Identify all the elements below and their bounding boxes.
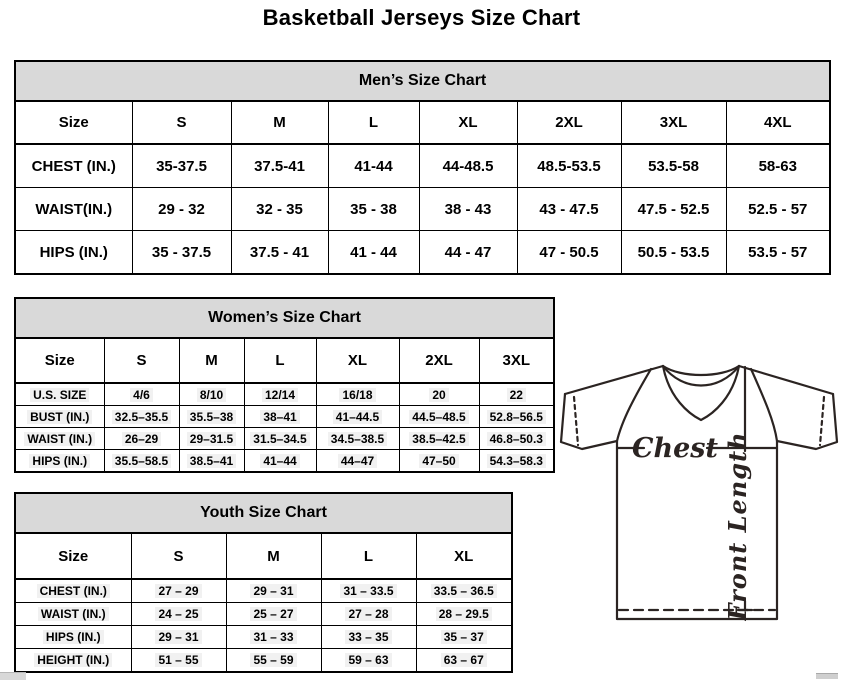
cell: 22 xyxy=(479,383,554,406)
cell: 41–44 xyxy=(244,450,316,473)
cell: 29 - 32 xyxy=(132,188,231,231)
cell: 47 - 50.5 xyxy=(517,231,621,275)
cell: 43 - 47.5 xyxy=(517,188,621,231)
cell: 38.5–41 xyxy=(179,450,244,473)
right-sleeve-seam xyxy=(751,369,777,441)
youth-size-table xyxy=(14,492,513,673)
column-header: XL xyxy=(316,338,399,383)
cell: 27 – 28 xyxy=(321,603,416,626)
cell: 26–29 xyxy=(104,428,179,450)
cell: 35-37.5 xyxy=(132,144,231,188)
column-header: M xyxy=(231,101,328,144)
cell: 35.5–38 xyxy=(179,406,244,428)
front-length-label: Front Length xyxy=(723,431,752,621)
cell: 24 – 25 xyxy=(131,603,226,626)
jersey-diagram xyxy=(555,356,843,668)
table-row xyxy=(15,406,554,428)
cell: 53.5-58 xyxy=(621,144,726,188)
column-header: M xyxy=(226,533,321,579)
table-row xyxy=(15,603,512,626)
row-label: WAIST (IN.) xyxy=(15,428,104,450)
cell: 52.5 - 57 xyxy=(726,188,830,231)
cell: 31.5–34.5 xyxy=(244,428,316,450)
page-title: Basketball Jerseys Size Chart xyxy=(262,5,581,30)
column-header: XL xyxy=(416,533,512,579)
row-label: WAIST (IN.) xyxy=(15,603,131,626)
cell: 8/10 xyxy=(179,383,244,406)
column-header: S xyxy=(104,338,179,383)
cell: 34.5–38.5 xyxy=(316,428,399,450)
row-label: CHEST (IN.) xyxy=(15,579,131,603)
right-cuff-dashed-line xyxy=(820,397,824,445)
cell: 38–41 xyxy=(244,406,316,428)
womens-size-table xyxy=(14,297,555,473)
column-header: S xyxy=(131,533,226,579)
cell: 32.5–35.5 xyxy=(104,406,179,428)
cell: 63 – 67 xyxy=(416,649,512,673)
cell: 38.5–42.5 xyxy=(399,428,479,450)
cell: 46.8–50.3 xyxy=(479,428,554,450)
row-label: WAIST(IN.) xyxy=(15,188,132,231)
cell: 44 - 47 xyxy=(419,231,517,275)
cell: 38 - 43 xyxy=(419,188,517,231)
body-outline xyxy=(617,441,777,619)
column-header: L xyxy=(328,101,419,144)
cell: 12/14 xyxy=(244,383,316,406)
right-sleeve-outline xyxy=(777,394,837,449)
cell: 35 – 37 xyxy=(416,626,512,649)
cell: 44.5–48.5 xyxy=(399,406,479,428)
table-row xyxy=(15,188,830,231)
cell: 59 – 63 xyxy=(321,649,416,673)
column-header: XL xyxy=(419,101,517,144)
mens-size-table xyxy=(14,60,831,275)
table-row xyxy=(15,649,512,673)
column-header: 3XL xyxy=(479,338,554,383)
cell: 25 – 27 xyxy=(226,603,321,626)
row-label: HIPS (IN.) xyxy=(15,231,132,275)
column-header: 4XL xyxy=(726,101,830,144)
left-sleeve-seam xyxy=(617,369,651,441)
cell: 47.5 - 52.5 xyxy=(621,188,726,231)
table-row xyxy=(15,231,830,275)
column-header: M xyxy=(179,338,244,383)
cell: 35 - 38 xyxy=(328,188,419,231)
table-row xyxy=(15,144,830,188)
cell: 54.3–58.3 xyxy=(479,450,554,473)
cell: 33.5 – 36.5 xyxy=(416,579,512,603)
cell: 52.8–56.5 xyxy=(479,406,554,428)
womens-table-title: Women’s Size Chart xyxy=(15,298,554,338)
table-row xyxy=(15,338,554,383)
column-header: 2XL xyxy=(399,338,479,383)
cell: 55 – 59 xyxy=(226,649,321,673)
cell: 37.5-41 xyxy=(231,144,328,188)
column-header: 2XL xyxy=(517,101,621,144)
cell: 41–44.5 xyxy=(316,406,399,428)
cell: 16/18 xyxy=(316,383,399,406)
cell: 32 - 35 xyxy=(231,188,328,231)
cell: 47–50 xyxy=(399,450,479,473)
cell: 31 – 33.5 xyxy=(321,579,416,603)
column-header: 3XL xyxy=(621,101,726,144)
horizontal-scrollbar-right-piece[interactable] xyxy=(816,673,838,679)
row-label: HIPS (IN.) xyxy=(15,450,104,473)
cell: 20 xyxy=(399,383,479,406)
cell: 50.5 - 53.5 xyxy=(621,231,726,275)
table-row xyxy=(15,626,512,649)
cell: 28 – 29.5 xyxy=(416,603,512,626)
table-row xyxy=(15,579,512,603)
collar-outer-curve xyxy=(663,366,739,375)
cell: 29 – 31 xyxy=(226,579,321,603)
cell: 58-63 xyxy=(726,144,830,188)
row-label: CHEST (IN.) xyxy=(15,144,132,188)
row-label: HIPS (IN.) xyxy=(15,626,131,649)
column-header: Size xyxy=(15,533,131,579)
table-row xyxy=(15,428,554,450)
table-row xyxy=(15,533,512,579)
cell: 27 – 29 xyxy=(131,579,226,603)
cell: 53.5 - 57 xyxy=(726,231,830,275)
table-row xyxy=(15,383,554,406)
cell: 51 – 55 xyxy=(131,649,226,673)
youth-table-title: Youth Size Chart xyxy=(15,493,512,533)
right-shoulder-line xyxy=(739,366,833,394)
table-row xyxy=(15,101,830,144)
cell: 35 - 37.5 xyxy=(132,231,231,275)
table-row xyxy=(15,61,830,101)
cell: 35.5–58.5 xyxy=(104,450,179,473)
cell: 31 – 33 xyxy=(226,626,321,649)
row-label: BUST (IN.) xyxy=(15,406,104,428)
column-header: S xyxy=(132,101,231,144)
column-header: Size xyxy=(15,338,104,383)
chest-label: Chest xyxy=(632,433,718,464)
column-header: L xyxy=(244,338,316,383)
cell: 44-48.5 xyxy=(419,144,517,188)
cell: 29 – 31 xyxy=(131,626,226,649)
column-header: L xyxy=(321,533,416,579)
mens-table-title: Men’s Size Chart xyxy=(15,61,830,101)
cell: 4/6 xyxy=(104,383,179,406)
cell: 41-44 xyxy=(328,144,419,188)
column-header: Size xyxy=(15,101,132,144)
cell: 29–31.5 xyxy=(179,428,244,450)
cell: 41 - 44 xyxy=(328,231,419,275)
table-row xyxy=(15,298,554,338)
cell: 44–47 xyxy=(316,450,399,473)
row-label: U.S. SIZE xyxy=(15,383,104,406)
left-sleeve-outline xyxy=(561,394,617,449)
cell: 37.5 - 41 xyxy=(231,231,328,275)
cell: 48.5-53.5 xyxy=(517,144,621,188)
left-cuff-dashed-line xyxy=(574,397,578,445)
cell: 33 – 35 xyxy=(321,626,416,649)
table-row xyxy=(15,450,554,473)
table-row xyxy=(15,493,512,533)
left-shoulder-line xyxy=(565,366,663,394)
row-label: HEIGHT (IN.) xyxy=(15,649,131,673)
